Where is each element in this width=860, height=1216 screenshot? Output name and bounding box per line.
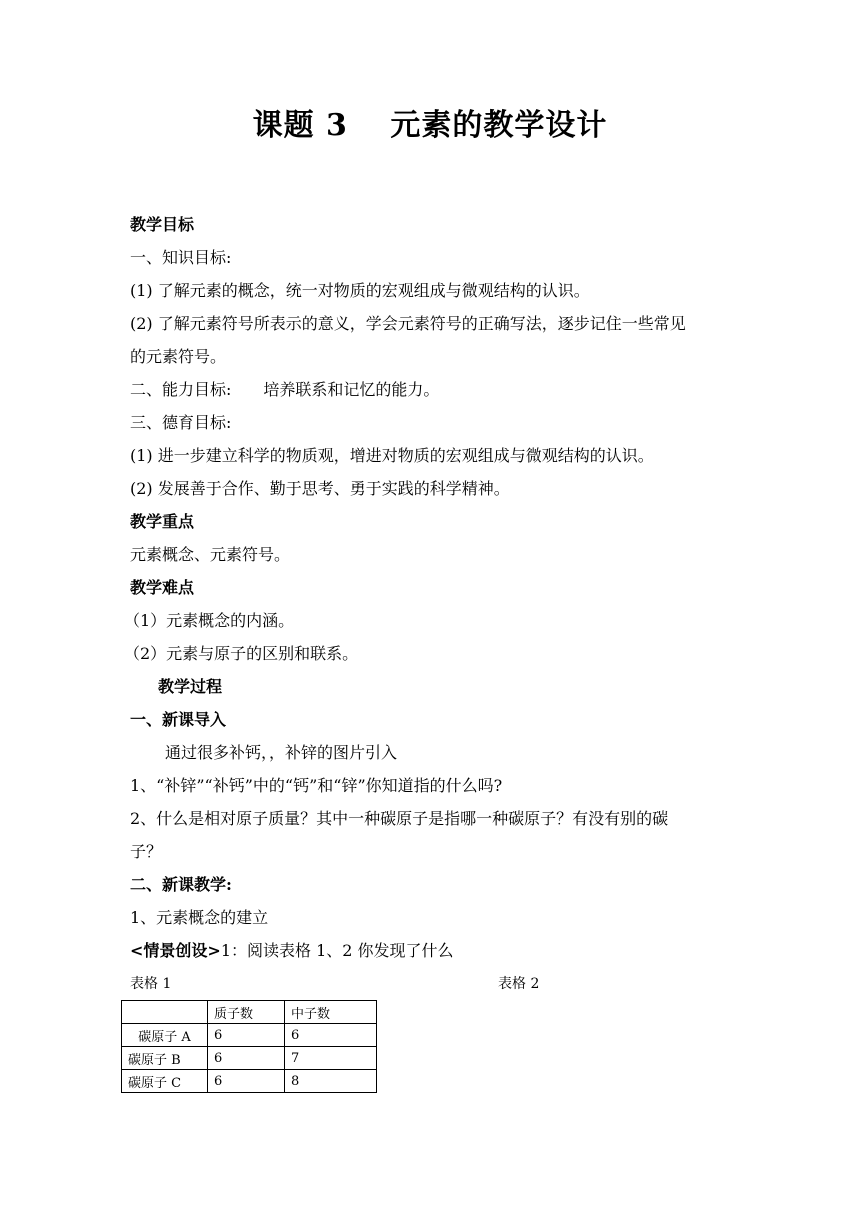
difficulty-2: （2）元素与原子的区别和联系。 <box>124 644 359 663</box>
table-cell: 碳原子 B <box>122 1047 208 1070</box>
knowledge-goal-2-line2: 的元素符号。 <box>130 347 227 366</box>
table-cell: 8 <box>285 1070 377 1093</box>
table-cell: 6 <box>208 1070 285 1093</box>
moral-goal-1: (1) 进一步建立科学的物质观，增进对物质的宏观组成与微观结构的认识。 <box>130 446 654 465</box>
table-row <box>122 1070 377 1093</box>
table-cell: 6 <box>208 1047 285 1070</box>
question-1: 1、“补锌”“补钙”中的“钙”和“锌”你知道指的什么吗? <box>130 776 503 795</box>
key-points-text: 元素概念、元素符号。 <box>130 545 291 564</box>
knowledge-goal-1: (1) 了解元素的概念，统一对物质的宏观组成与微观结构的认识。 <box>130 281 590 300</box>
question-2-line1: 2、什么是相对原子质量？其中一种碳原子是指哪一种碳原子？有没有别的碳 <box>130 809 669 828</box>
table-header-cell: 质子数 <box>208 1001 285 1024</box>
table-row <box>122 1047 377 1070</box>
moral-goal-2: (2) 发展善于合作、勤于思考、勇于实践的科学精神。 <box>130 479 510 498</box>
scenario-text: 1：阅读表格 1、2 你发现了什么 <box>220 941 454 960</box>
table1-label: 表格 1 <box>130 976 172 992</box>
table-header-cell: 中子数 <box>285 1001 377 1024</box>
heading-key-points: 教学重点 <box>130 512 195 531</box>
scenario-line <box>130 941 454 961</box>
introduction-text: 通过很多补钙，，补锌的图片引入 <box>165 743 398 762</box>
table-header-cell <box>122 1001 208 1024</box>
knowledge-goal-heading: 一、知识目标: <box>130 248 232 267</box>
table-row <box>122 1024 377 1047</box>
table-cell: 碳原子 A <box>122 1024 208 1047</box>
table2-label: 表格 2 <box>498 976 540 992</box>
table-header-row <box>122 1001 377 1024</box>
document-title: 课题 3 元素的教学设计 <box>252 108 608 143</box>
difficulty-1: （1）元素概念的内涵。 <box>124 611 295 630</box>
scenario-tag: <情景创设> <box>130 941 221 960</box>
question-2-line2: 子？ <box>130 842 163 861</box>
heading-introduction: 一、新课导入 <box>130 710 227 729</box>
heading-teaching-process: 教学过程 <box>158 677 223 696</box>
knowledge-goal-2-line1: (2) 了解元素符号所表示的意义，学会元素符号的正确写法，逐步记住一些常见 <box>130 314 686 333</box>
table-cell: 7 <box>285 1047 377 1070</box>
table-cell: 6 <box>208 1024 285 1047</box>
heading-teaching-goals: 教学目标 <box>130 215 195 234</box>
table-cell: 6 <box>285 1024 377 1047</box>
table-1 <box>121 1000 377 1093</box>
element-concept-heading: 1、元素概念的建立 <box>130 908 269 927</box>
moral-goal-heading: 三、德育目标: <box>130 413 232 432</box>
ability-goal: 二、能力目标: 培养联系和记忆的能力。 <box>130 380 440 399</box>
table-cell: 碳原子 C <box>122 1070 208 1093</box>
heading-difficulties: 教学难点 <box>130 578 195 597</box>
heading-new-lesson: 二、新课教学: <box>130 875 232 894</box>
